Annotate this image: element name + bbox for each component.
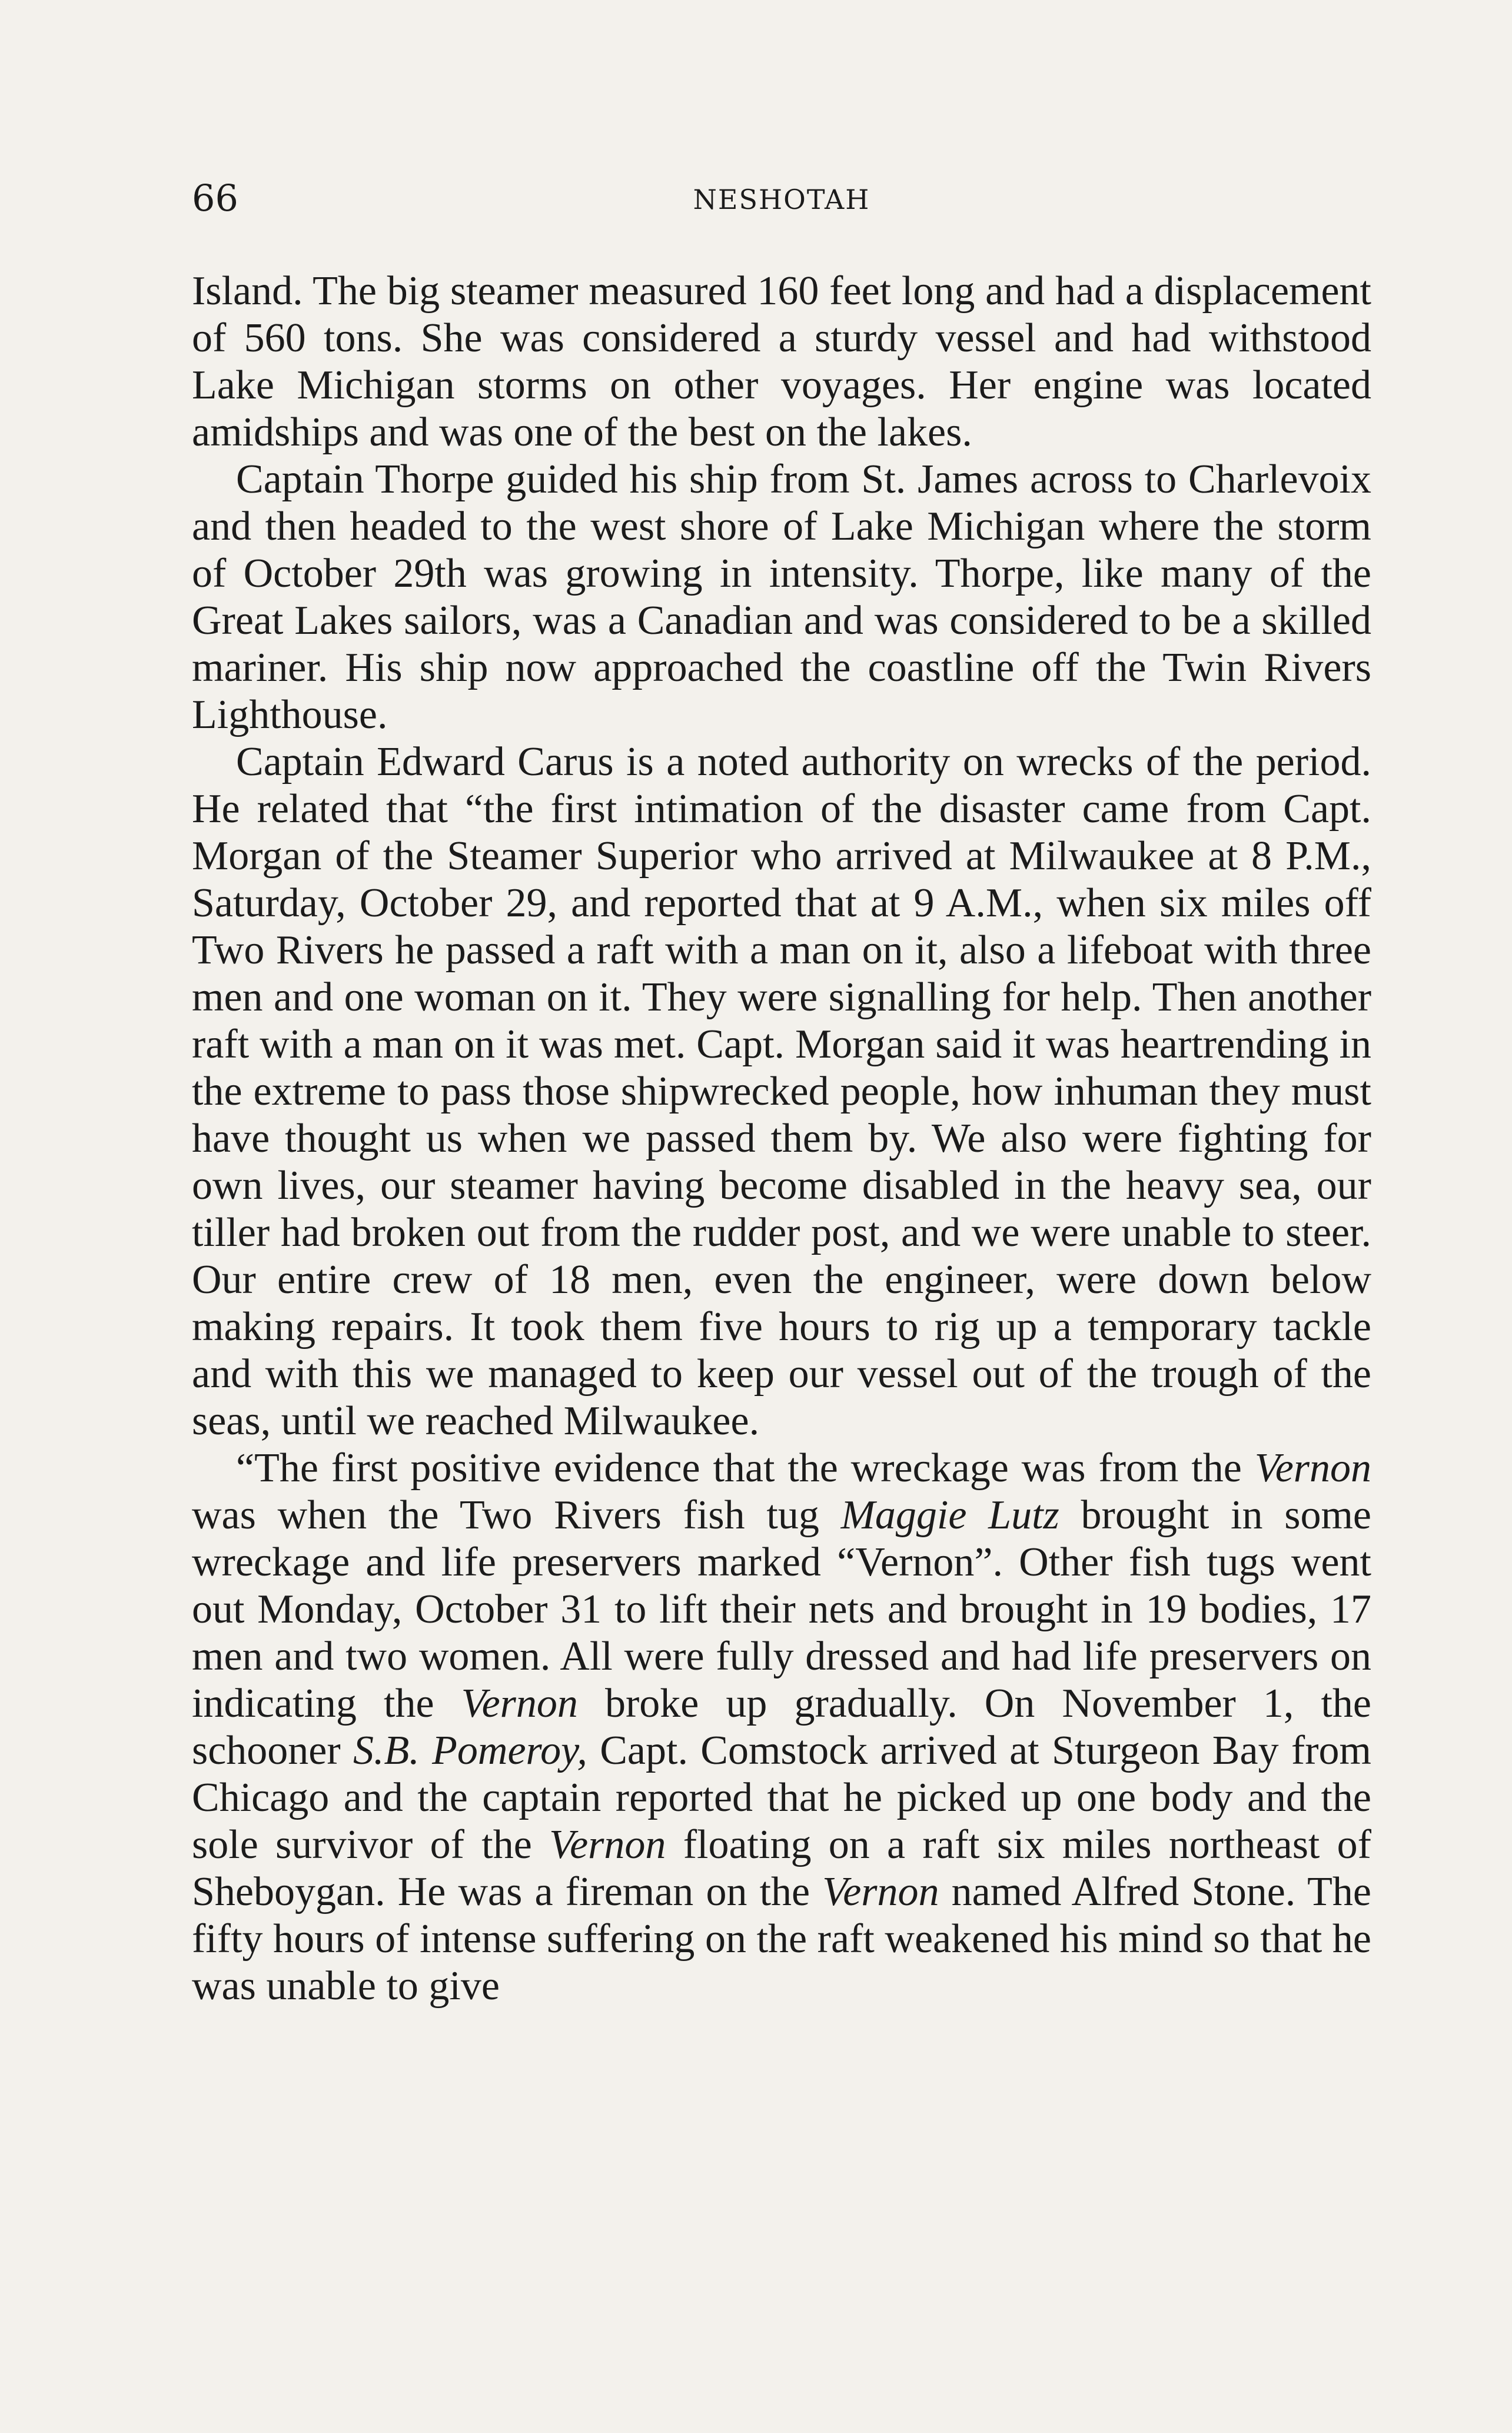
text-run: Island. The big steamer measured 160 feet long and had a displacement of 560 tons. She was considered a sturdy vessel and had withstood Lake Michigan storms on other voyages. Her engine was located amidships and was one of the best on the lakes. (192, 268, 1371, 455)
italic-text: Vernon (1254, 1445, 1371, 1491)
text-run: broke up gradually. On November 1, the schooner (192, 1681, 1372, 1773)
paragraph (192, 1445, 1371, 2010)
italic-text: Vernon (461, 1681, 578, 1726)
text-run: floating on a raft six miles northeast of Sheboygan. He was a fireman on the (192, 1822, 1371, 1915)
text-run: named Alfred Stone. The fifty hours of intense suffering on the raft weakened his mind so that he was unable to give (192, 1869, 1372, 2009)
paragraph (192, 456, 1371, 739)
italic-text: Maggie Lutz (840, 1493, 1059, 1538)
italic-text: S.B. Pomeroy, (353, 1728, 587, 1773)
page-header (192, 177, 1371, 230)
paragraph (192, 739, 1371, 1445)
italic-text: Vernon (549, 1822, 666, 1867)
text-run: Capt. Comstock arrived at Sturgeon Bay from Chicago and the captain reported that he picked up one body and the sole survivor of the (192, 1728, 1371, 1867)
text-run: “The first positive evidence that the wreckage was from the (236, 1445, 1255, 1491)
body-text (192, 268, 1371, 2010)
text-run: was when the Two Rivers fish tug (192, 1493, 841, 1538)
text-run: Captain Edward Carus is a noted authority on wrecks of the period. He related that “the first intimation of the disaster came from Capt. Morgan of the Steamer Superior who arrived at Milwaukee at 8 P.M., Saturday, October 29, and reported that at 9 A.M., when six miles off Two Rivers he passed a raft with a man on it, also a lifeboat with three men and one woman on it. They were signalling for help. Then another raft with a man on it was met. Capt. Morgan said it was heartrending in the extreme to pass those shipwrecked people, how inhuman they must have thought us when we passed them by. We also were fighting for own lives, our steamer having become disabled in the heavy sea, our tiller had broken out from the rudder post, and we were unable to steer. Our entire crew of 18 men, even the engineer, were down below making repairs. It took them five hours to rig up a temporary tackle and with this we managed to keep our vessel out of the trough of the seas, until we reached Milwaukee. (192, 739, 1371, 1444)
text-run: Captain Thorpe guided his ship from St. James across to Charlevoix and then headed to the west shore of Lake Michigan where the storm of October 29th was growing in intensity. Thorpe, like many of the Great Lakes sailors, was a Canadian and was considered to be a skilled mariner. His ship now approached the coastline off the Twin Rivers Lighthouse. (192, 457, 1371, 737)
running-head: NESHOTAH (693, 184, 870, 215)
paragraph (192, 268, 1371, 456)
italic-text: Vernon (822, 1869, 939, 1915)
page-number: 66 (192, 177, 238, 220)
text-run: brought in some wreckage and life preservers marked “Vernon”. Other fish tugs went out Monday, October 31 to lift their nets and brought in 19 bodies, 17 men and two women. All were fully dressed and had life preservers on indicating the (192, 1493, 1371, 1726)
